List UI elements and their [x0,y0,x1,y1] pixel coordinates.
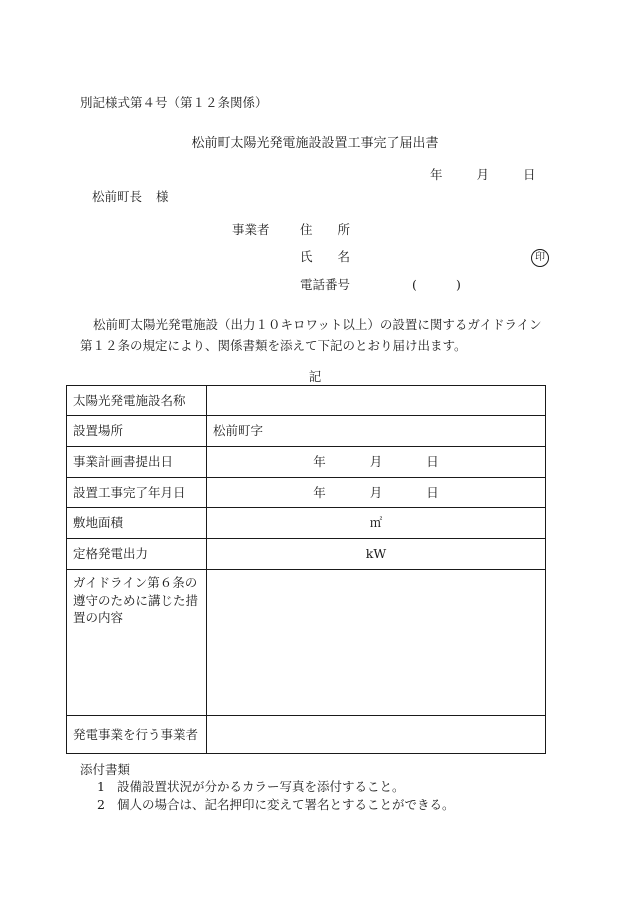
operator-value [207,716,546,754]
facility-name-value [207,386,546,416]
address-label: 住 所 [300,222,351,237]
plan-date-value [207,447,546,478]
note-text: 個人の場合は、記名押印に変えて署名とすることができる。 [117,797,455,812]
attachment-note [97,799,455,812]
addressee-name: 松前町長 [92,189,143,204]
plan-date-label: 事業計画書提出日 [67,447,207,478]
rated-output-value: kW [207,539,546,570]
details-table [66,385,546,754]
operator-label: 発電事業を行う事業者 [67,716,207,754]
note-number: 1 [97,779,105,794]
completion-year: 年 [313,484,326,500]
phone-paren-close: ) [456,277,461,292]
location-value: 松前町字 [207,416,546,447]
attachments-title: 添付書類 [80,762,131,777]
plan-day: 日 [426,454,439,470]
completion-date-label: 設置工事完了年月日 [67,478,207,508]
site-area-value: ㎡ [207,508,546,539]
table-row [67,570,546,716]
date-day-label: 日 [523,167,536,182]
phone-label: 電話番号 [300,277,351,292]
note-number: 2 [97,797,105,812]
document-title: 松前町太陽光発電施設設置工事完了届出書 [191,136,439,151]
attachment-note [97,781,405,794]
phone-paren-open: ( [412,277,417,292]
table-row [67,478,546,508]
facility-name-label: 太陽光発電施設名称 [67,386,207,416]
date-month-label: 月 [476,167,490,182]
seal-icon: 印 [531,249,549,267]
location-label: 設置場所 [67,416,207,447]
table-row [67,508,546,539]
note-text: 設備設置状況が分かるカラー写真を添付すること。 [117,779,405,794]
measures-label: ガイドライン第６条の遵守のために講じた措置の内容 [67,570,207,716]
table-row [67,539,546,570]
name-label: 氏 名 [300,249,351,264]
rated-output-label: 定格発電出力 [67,539,207,570]
completion-date-value [207,478,546,508]
site-area-label: 敷地面積 [67,508,207,539]
plan-month: 月 [369,454,383,470]
plan-year: 年 [313,454,326,470]
date-year-label: 年 [430,167,443,182]
applicant-label: 事業者 [232,222,270,237]
measures-value [207,570,546,716]
table-row [67,416,546,447]
table-row [67,386,546,416]
addressee [92,191,169,204]
ki-heading: 記 [308,369,322,384]
body-paragraph: 松前町太陽光発電施設（出力１０キロワット以上）の設置に関するガイドライン第１２条の規定により、関係書類を添えて下記のとおり届け出ます。 [80,317,542,353]
addressee-honorific: 様 [156,189,169,204]
completion-day: 日 [426,484,439,500]
table-row [67,447,546,478]
completion-month: 月 [369,484,383,500]
submission-date [430,169,536,182]
form-number: 別記様式第４号（第１２条関係） [80,95,268,110]
table-row [67,716,546,754]
